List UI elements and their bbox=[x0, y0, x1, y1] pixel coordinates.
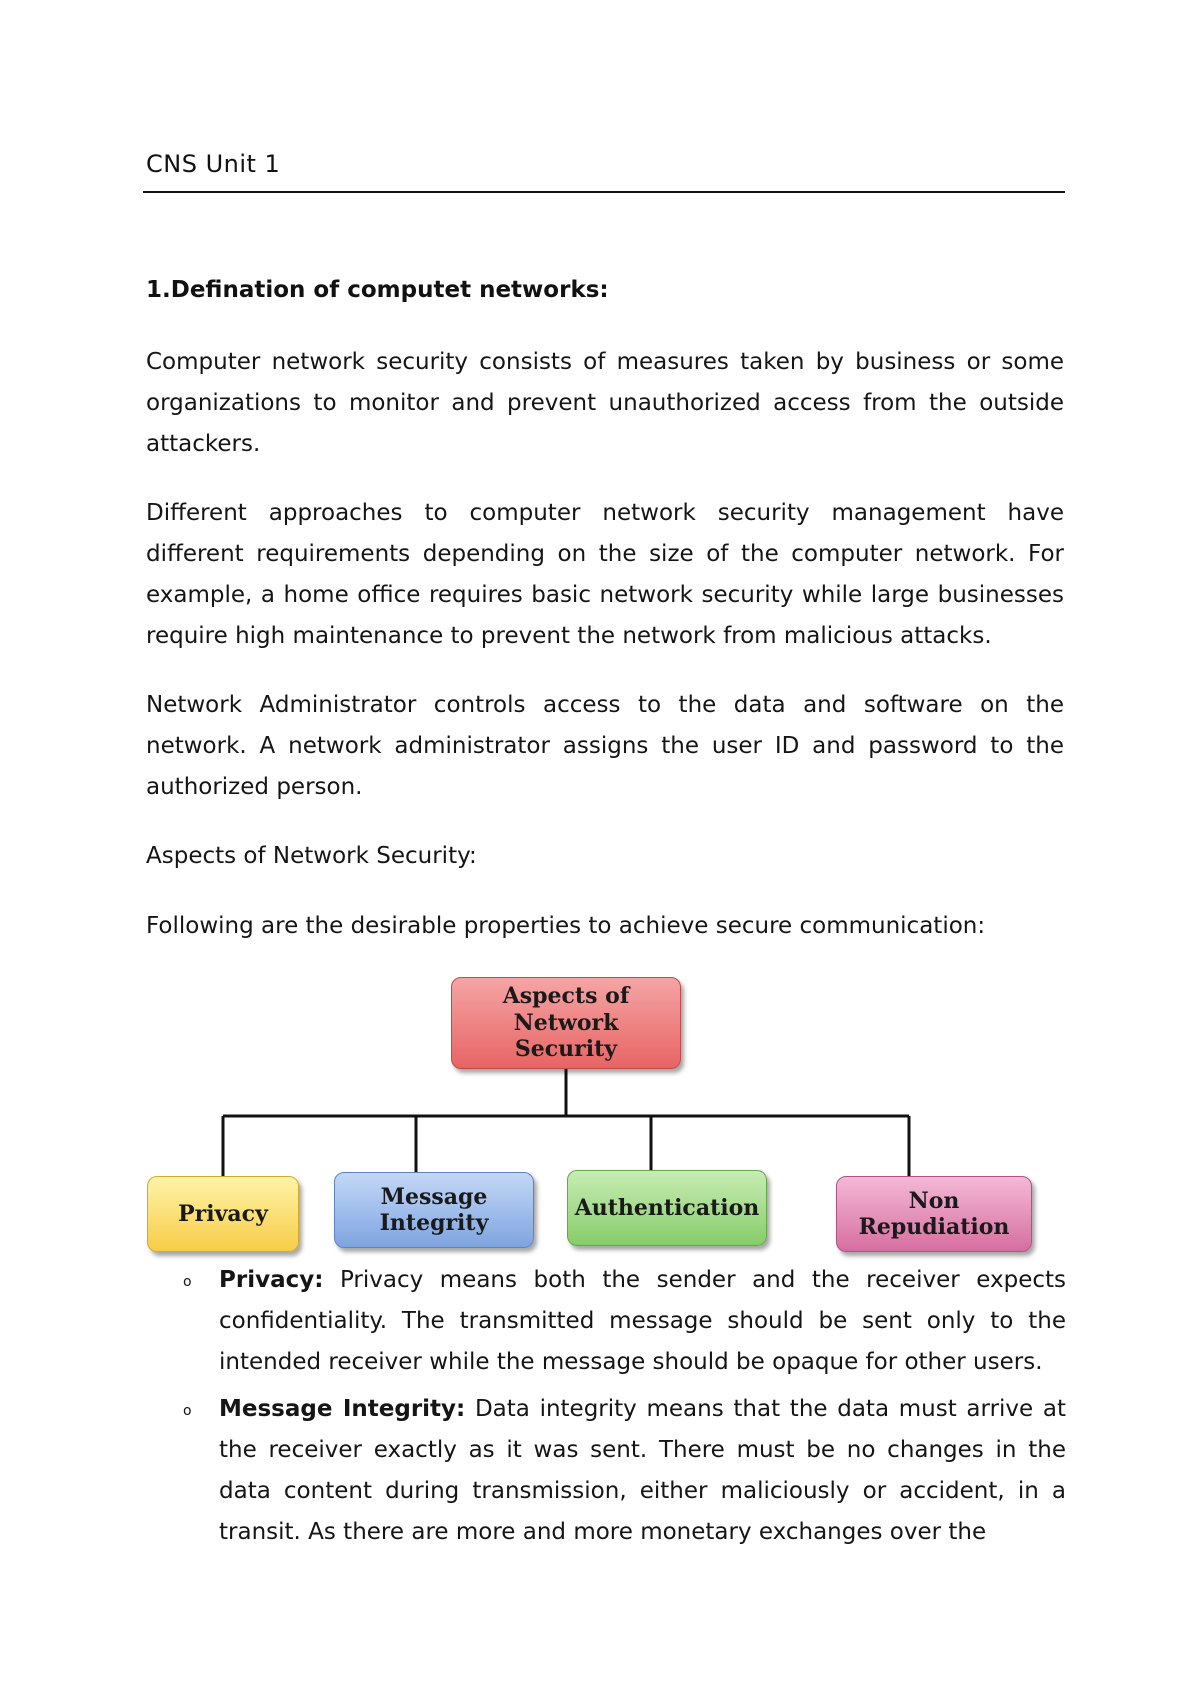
bullet-message-integrity bbox=[146, 1389, 1066, 1553]
bullet-text: Data integrity means that the data must arrive at the receiver exactly as it was sent. There must be no changes in the data content during transmission, either maliciously or accident, in a transit. As there are more and more monetary exchanges over the bbox=[219, 1396, 1066, 1545]
paragraph-definition: Computer network security consists of measures taken by business or some organizations to monitor and prevent unauthorized access from the outside attackers. bbox=[146, 349, 1064, 457]
bullet-text: Privacy means both the sender and the receiver expects confidentiality. The transmitted message should be sent only to the intended receiver while the message should be opaque for other users. bbox=[219, 1267, 1066, 1375]
bullet-term: Message Integrity: bbox=[219, 1396, 466, 1422]
diagram-node-authentication bbox=[567, 1170, 767, 1246]
header-divider bbox=[143, 191, 1065, 193]
paragraph-administrator: Network Administrator controls access to the data and software on the network. A network administrator assigns the user ID and password to the authorized person. bbox=[146, 692, 1064, 800]
diagram-node-non-repudiation bbox=[836, 1176, 1032, 1252]
paragraph-properties-intro: Following are the desirable properties to achieve secure communication: bbox=[146, 913, 986, 939]
diagram-node-integrity-line2: Integrity bbox=[379, 1210, 489, 1236]
diagram-node-root bbox=[451, 977, 681, 1069]
diagram-node-message-integrity bbox=[334, 1172, 534, 1248]
diagram-node-root-line2: Security bbox=[514, 1036, 618, 1063]
diagram-node-nonrep-line2: Repudiation bbox=[858, 1214, 1010, 1240]
bullet-circle-icon: o bbox=[183, 1274, 192, 1290]
diagram-node-privacy-label: Privacy bbox=[178, 1200, 268, 1227]
diagram-node-integrity-line1: Message bbox=[380, 1183, 488, 1210]
diagram-node-nonrep-line1: Non bbox=[908, 1187, 960, 1214]
diagram-node-privacy bbox=[147, 1176, 299, 1252]
paragraph-approaches: Different approaches to computer network security management have different requirements depending on the size of the computer network. For example, a home office requires basic network security while large businesses require high maintenance to prevent the network from malicious attacks. bbox=[146, 500, 1064, 649]
section-heading: 1.Defination of computet networks: bbox=[146, 277, 609, 303]
page-header-title: CNS Unit 1 bbox=[146, 150, 281, 178]
paragraph-aspects-label: Aspects of Network Security: bbox=[146, 843, 477, 869]
diagram-node-root-line1: Aspects of Network bbox=[502, 983, 630, 1036]
aspects-bullet-list bbox=[146, 1260, 1066, 1559]
bullet-term: Privacy: bbox=[219, 1267, 324, 1293]
bullet-privacy bbox=[146, 1260, 1066, 1383]
bullet-circle-icon: o bbox=[183, 1403, 192, 1419]
diagram-node-authentication-label: Authentication bbox=[574, 1194, 760, 1221]
